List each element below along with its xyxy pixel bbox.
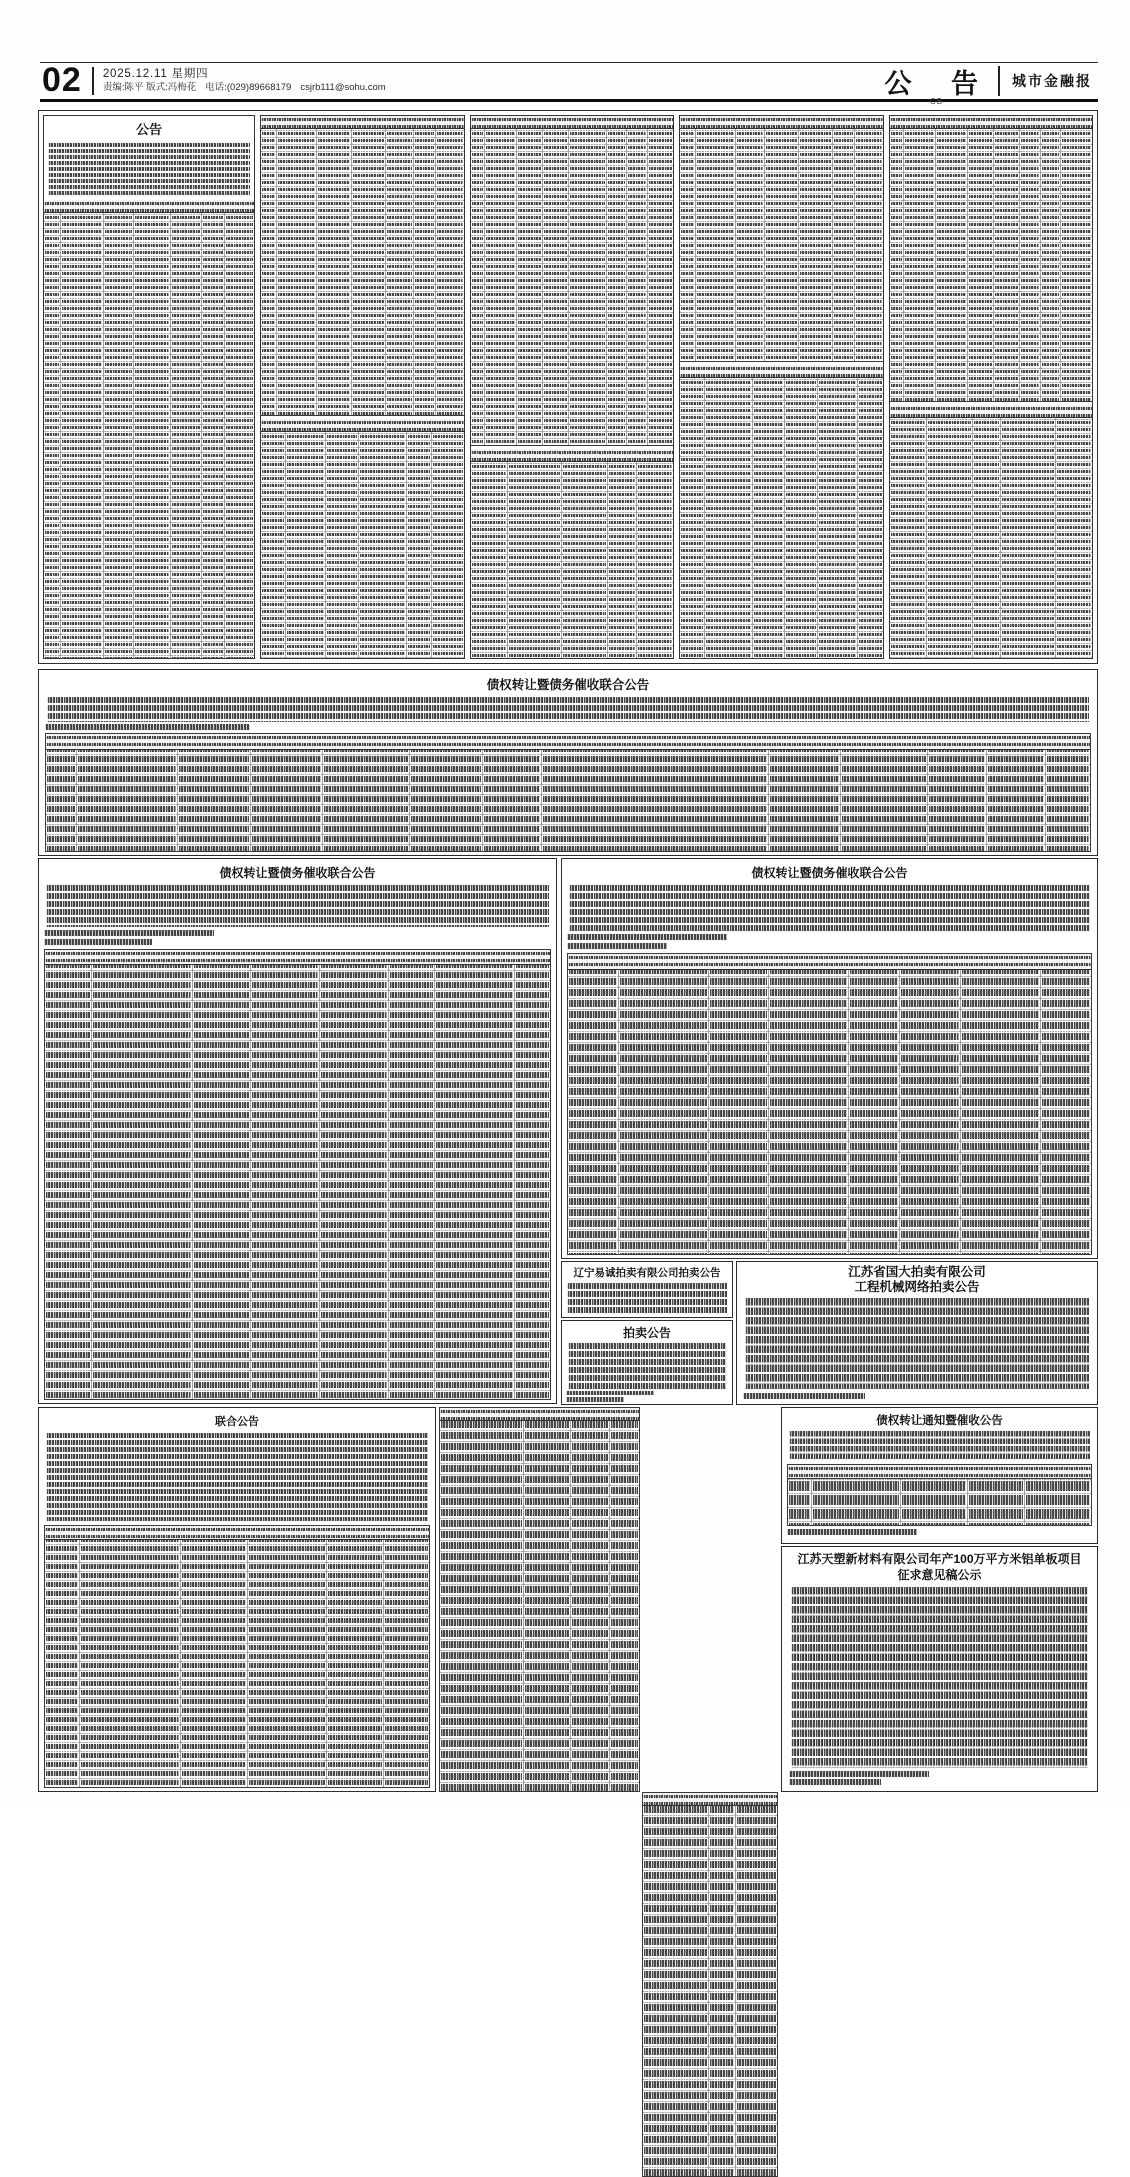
top-col3-table2-sim — [471, 449, 674, 658]
table-column-sim — [890, 405, 927, 658]
section-joint-announcement-band — [38, 669, 1098, 856]
table-column-sim — [858, 365, 882, 658]
left-joint-table-sim — [44, 949, 551, 1400]
table-column-sim — [508, 449, 562, 658]
issue-date: 2025.12.11 星期四 — [102, 68, 209, 80]
guoda-paragraph-sim — [745, 1298, 1089, 1389]
right-joint-paragraph-sim — [569, 885, 1090, 931]
table-column-sim — [562, 449, 608, 658]
table-column-sim — [608, 449, 637, 658]
table-column-sim — [788, 1465, 812, 1525]
table-column-sim — [571, 1408, 610, 1791]
table-column-sim — [317, 116, 351, 415]
top-column-3 — [470, 115, 675, 659]
email: csjrb111@sohu.com — [300, 82, 386, 93]
table-column-sim — [104, 200, 134, 658]
byline: 责编:陈平 版式:冯梅花 — [102, 82, 197, 93]
union-paragraph-sim — [46, 1433, 428, 1521]
joint-band-table-sim — [45, 733, 1091, 852]
table-column-sim — [736, 1793, 777, 2176]
table-column-sim — [436, 116, 463, 415]
section-top-announcements — [38, 110, 1098, 664]
union-table-sim — [44, 1525, 430, 1788]
table-column-sim — [680, 365, 705, 658]
section-liaoning-auction — [561, 1261, 733, 1318]
table-column-sim — [568, 954, 619, 1254]
table-column-sim — [483, 734, 542, 851]
right-joint-table-sim — [567, 953, 1092, 1255]
phone: 电话:(029)89668179 — [205, 82, 292, 93]
table-column-sim — [705, 365, 753, 658]
table-column-sim — [46, 734, 77, 851]
left-joint-signature2-sim — [44, 939, 152, 945]
section-auction-notice — [561, 1320, 733, 1405]
section-right-joint-announcement — [561, 858, 1098, 1259]
solicitation-title-line2: 征求意见稿公示 — [897, 1568, 982, 1582]
right-joint-signature1-sim — [567, 934, 727, 940]
joint-band-paragraph-sim — [47, 697, 1089, 722]
table-column-sim — [994, 116, 1020, 401]
table-column-sim — [471, 449, 508, 658]
table-column-sim — [542, 734, 769, 851]
table-column-sim — [327, 1526, 384, 1787]
solicitation-paragraph-sim — [791, 1587, 1088, 1768]
table-column-sim — [277, 116, 318, 415]
table-column-sim — [1046, 734, 1090, 851]
bottom-middle-table-2-sim — [642, 1792, 778, 2177]
table-column-sim — [709, 954, 770, 1254]
table-column-sim — [987, 734, 1046, 851]
top-notice-paragraph-sim — [48, 143, 250, 195]
table-column-sim — [435, 950, 515, 1399]
table-column-sim — [812, 1465, 901, 1525]
table-column-sim — [45, 950, 92, 1399]
table-column-sim — [799, 116, 833, 361]
table-column-sim — [1020, 116, 1040, 401]
table-column-sim — [1041, 116, 1061, 401]
auction-notice-title: 拍卖公告 — [622, 1326, 671, 1340]
top-col2-table1-sim — [261, 116, 464, 416]
liaoning-auction-paragraph-sim — [567, 1283, 727, 1313]
table-column-sim — [44, 200, 61, 658]
table-column-sim — [352, 116, 386, 415]
transfer-notice-table-sim — [787, 1464, 1092, 1526]
top-col5-table1-sim — [890, 116, 1093, 402]
transfer-notice-paragraph-sim — [789, 1431, 1090, 1461]
auction-notice-date-sim — [566, 1397, 624, 1402]
table-column-sim — [648, 116, 673, 445]
table-column-sim — [92, 950, 194, 1399]
top-col2-table2-sim — [261, 419, 464, 658]
table-column-sim — [517, 116, 543, 445]
section-left-joint-announcement — [38, 858, 557, 1404]
table-column-sim — [471, 116, 486, 445]
masthead — [40, 62, 1098, 102]
table-column-sim — [833, 116, 855, 361]
table-column-sim — [77, 734, 178, 851]
top-column-2 — [260, 115, 465, 659]
table-column-sim — [193, 950, 251, 1399]
solicitation-title-line1: 江苏天塑新材料有限公司年产100万平方米铝单板项目 — [797, 1552, 1082, 1566]
table-column-sim — [80, 1526, 180, 1787]
auction-notice-paragraph-sim — [568, 1343, 726, 1388]
guoda-date-sim — [743, 1393, 865, 1399]
table-column-sim — [414, 116, 436, 415]
table-column-sim — [386, 116, 414, 415]
table-column-sim — [904, 116, 936, 401]
joint-band-dateline-sim — [45, 724, 250, 730]
table-column-sim — [927, 405, 973, 658]
top-col3-table1-sim — [471, 116, 674, 446]
table-column-sim — [607, 116, 627, 445]
table-column-sim — [202, 200, 225, 658]
section-union-announcement — [38, 1407, 436, 1792]
solicitation-date-sim — [789, 1779, 881, 1785]
table-column-sim — [928, 734, 987, 851]
table-column-sim — [524, 1408, 572, 1791]
table-column-sim — [849, 954, 900, 1254]
table-column-sim — [251, 950, 320, 1399]
table-column-sim — [961, 954, 1041, 1254]
table-column-sim — [171, 200, 201, 658]
table-column-sim — [407, 419, 432, 658]
table-column-sim — [251, 734, 324, 851]
table-column-sim — [134, 200, 171, 658]
liaoning-auction-title: 辽宁易诚拍卖有限公司拍卖公告 — [573, 1267, 721, 1279]
table-column-sim — [643, 1793, 709, 2176]
table-column-sim — [736, 116, 764, 361]
section-label: 公 告 — [884, 68, 994, 99]
section-solicitation-notice — [781, 1546, 1098, 1792]
section-jiangsu-guoda-auction — [736, 1261, 1098, 1405]
table-column-sim — [619, 954, 709, 1254]
masthead-divider-right — [998, 66, 1000, 96]
table-column-sim — [890, 116, 905, 401]
table-column-sim — [696, 116, 737, 361]
table-column-sim — [637, 449, 673, 658]
left-joint-signature1-sim — [44, 930, 214, 936]
table-column-sim — [753, 365, 786, 658]
table-column-sim — [785, 365, 818, 658]
table-column-sim — [323, 734, 410, 851]
top-col4-table2-sim — [680, 365, 883, 658]
top-col4-table1-sim — [680, 116, 883, 362]
table-column-sim — [627, 116, 647, 445]
table-column-sim — [432, 419, 464, 658]
top-column-4 — [679, 115, 884, 659]
left-joint-paragraph-sim — [46, 885, 549, 927]
table-column-sim — [261, 419, 286, 658]
table-column-sim — [485, 116, 517, 445]
table-column-sim — [680, 116, 696, 361]
page-number: 02 — [42, 61, 82, 99]
table-column-sim — [1041, 954, 1091, 1254]
top-notice-title: 公告 — [135, 122, 162, 137]
table-column-sim — [286, 419, 326, 658]
masthead-divider — [92, 67, 94, 95]
table-column-sim — [440, 1408, 524, 1791]
transfer-notice-title: 债权转让通知暨催收公告 — [876, 1415, 1003, 1427]
table-column-sim — [968, 1465, 1025, 1525]
top-notice-table-sim — [44, 200, 254, 658]
table-column-sim — [765, 116, 799, 361]
guoda-title-line2: 工程机械网络拍卖公告 — [854, 1280, 980, 1294]
table-column-sim — [515, 950, 550, 1399]
transfer-notice-date-sim — [787, 1529, 917, 1535]
table-column-sim — [261, 116, 277, 415]
table-column-sim — [769, 954, 849, 1254]
masthead-byline-row — [103, 81, 386, 95]
table-column-sim — [248, 1526, 327, 1787]
table-column-sim — [841, 734, 928, 851]
table-column-sim — [1001, 405, 1055, 658]
table-column-sim — [543, 116, 569, 445]
table-column-sim — [968, 116, 994, 401]
masthead-dateblock — [103, 67, 386, 95]
table-column-sim — [389, 950, 436, 1399]
table-column-sim — [901, 1465, 968, 1525]
top-col5-table2-sim — [890, 405, 1093, 658]
table-column-sim — [410, 734, 483, 851]
bottom-middle-table-1-sim — [439, 1407, 640, 1792]
right-joint-title: 债权转让暨债务催收联合公告 — [751, 866, 908, 880]
table-column-sim — [225, 200, 254, 658]
top-column-1 — [43, 115, 255, 659]
table-column-sim — [900, 954, 961, 1254]
table-column-sim — [61, 200, 105, 658]
guoda-title-line1: 江苏省国大拍卖有限公司 — [848, 1265, 986, 1279]
table-column-sim — [359, 419, 407, 658]
table-column-sim — [384, 1526, 429, 1787]
paper-name: 城市金融报 — [1012, 73, 1092, 89]
table-column-sim — [1025, 1465, 1091, 1525]
left-joint-title: 债权转让暨债务催收联合公告 — [219, 866, 376, 880]
table-column-sim — [973, 405, 1002, 658]
table-column-sim — [45, 1526, 80, 1787]
union-title: 联合公告 — [215, 1416, 259, 1428]
auction-notice-signature-sim — [566, 1391, 654, 1396]
section-transfer-collection-notice — [781, 1407, 1098, 1544]
table-column-sim — [818, 365, 858, 658]
right-joint-signature2-sim — [567, 943, 667, 949]
table-column-sim — [1061, 116, 1092, 401]
table-column-sim — [320, 950, 389, 1399]
corner-mark: CB — [930, 97, 944, 106]
table-column-sim — [1056, 405, 1092, 658]
table-column-sim — [855, 116, 882, 361]
table-column-sim — [936, 116, 968, 401]
table-column-sim — [181, 1526, 249, 1787]
table-column-sim — [326, 419, 359, 658]
table-column-sim — [178, 734, 251, 851]
top-column-5 — [889, 115, 1094, 659]
table-column-sim — [569, 116, 607, 445]
solicitation-signature-sim — [789, 1771, 929, 1777]
table-column-sim — [769, 734, 842, 851]
joint-band-title: 债权转让暨债务催收联合公告 — [486, 678, 650, 692]
table-column-sim — [610, 1408, 639, 1791]
table-column-sim — [709, 1793, 736, 2176]
